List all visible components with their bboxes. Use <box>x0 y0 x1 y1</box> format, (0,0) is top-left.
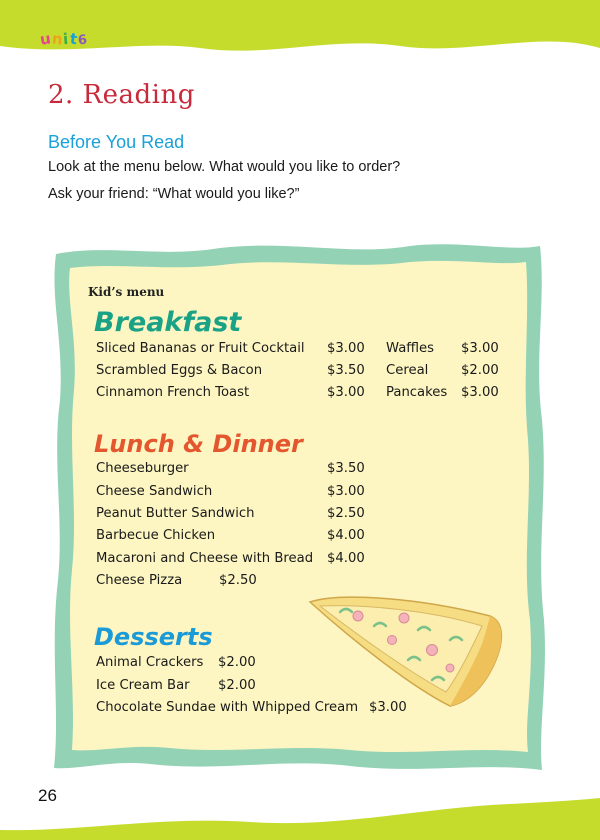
instruction-text: Look at the menu below. What would you like to order? <box>48 159 401 175</box>
menu-item-price: $3.50 <box>327 363 365 378</box>
menu-item-name: Cereal <box>386 363 429 378</box>
unit-letter: i <box>62 29 71 49</box>
menu-item-price: $2.50 <box>219 573 257 588</box>
menu-item-name: Cheese Sandwich <box>96 484 213 499</box>
unit-letter: n <box>50 29 65 49</box>
section-title: 2. Reading <box>48 80 195 110</box>
menu-item-name: Chocolate Sundae with Whipped Cream <box>96 700 359 715</box>
page-number: 26 <box>38 786 57 805</box>
lunch-dinner-heading: Lunch & Dinner <box>94 430 303 458</box>
menu-item-name: Cheeseburger <box>96 461 189 476</box>
menu-item-name: Cheese Pizza <box>96 573 183 588</box>
menu-item-price: $2.00 <box>461 363 499 378</box>
menu-item-name: Barbecue Chicken <box>96 528 216 543</box>
menu-item-price: $4.00 <box>327 551 365 566</box>
menu-item-price: $3.00 <box>461 385 499 400</box>
unit-number: 6 <box>76 32 89 49</box>
menu-item-price: $3.50 <box>327 461 365 476</box>
menu-item-name: Scrambled Eggs & Bacon <box>96 363 263 378</box>
before-you-read-heading: Before You Read <box>48 132 185 152</box>
menu-item-price: $3.00 <box>327 341 365 356</box>
menu-item-name: Ice Cream Bar <box>96 678 190 693</box>
menu-item-name: Sliced Bananas or Fruit Cocktail <box>96 341 305 356</box>
top-decorative-band <box>0 0 600 70</box>
menu-item-price: $4.00 <box>327 528 365 543</box>
menu-item-price: $3.00 <box>327 484 365 499</box>
menu-item-name: Peanut Butter Sandwich <box>96 506 255 521</box>
unit-label <box>40 30 88 48</box>
unit-letter: t <box>68 29 79 49</box>
breakfast-heading: Breakfast <box>94 307 242 338</box>
bottom-decorative-band <box>0 790 600 840</box>
menu-item-name: Waffles <box>386 341 435 356</box>
menu-title: Kid’s menu <box>88 285 165 299</box>
menu-item-name: Animal Crackers <box>96 655 204 670</box>
instruction-text: Ask your friend: “What would you like?” <box>48 186 300 202</box>
menu-item-name: Cinnamon French Toast <box>96 385 250 400</box>
menu-item-price: $3.00 <box>369 700 407 715</box>
menu-item-price: $2.00 <box>218 678 256 693</box>
menu-item-price: $3.00 <box>461 341 499 356</box>
menu-item-price: $2.00 <box>218 655 256 670</box>
menu-item-name: Pancakes <box>386 385 448 400</box>
menu-item-price: $3.00 <box>327 385 365 400</box>
desserts-heading: Desserts <box>94 623 213 651</box>
menu-item-name: Macaroni and Cheese with Bread <box>96 551 314 566</box>
pizza-slice-illustration <box>300 588 505 710</box>
menu-item-price: $2.50 <box>327 506 365 521</box>
unit-letter: u <box>38 29 53 49</box>
